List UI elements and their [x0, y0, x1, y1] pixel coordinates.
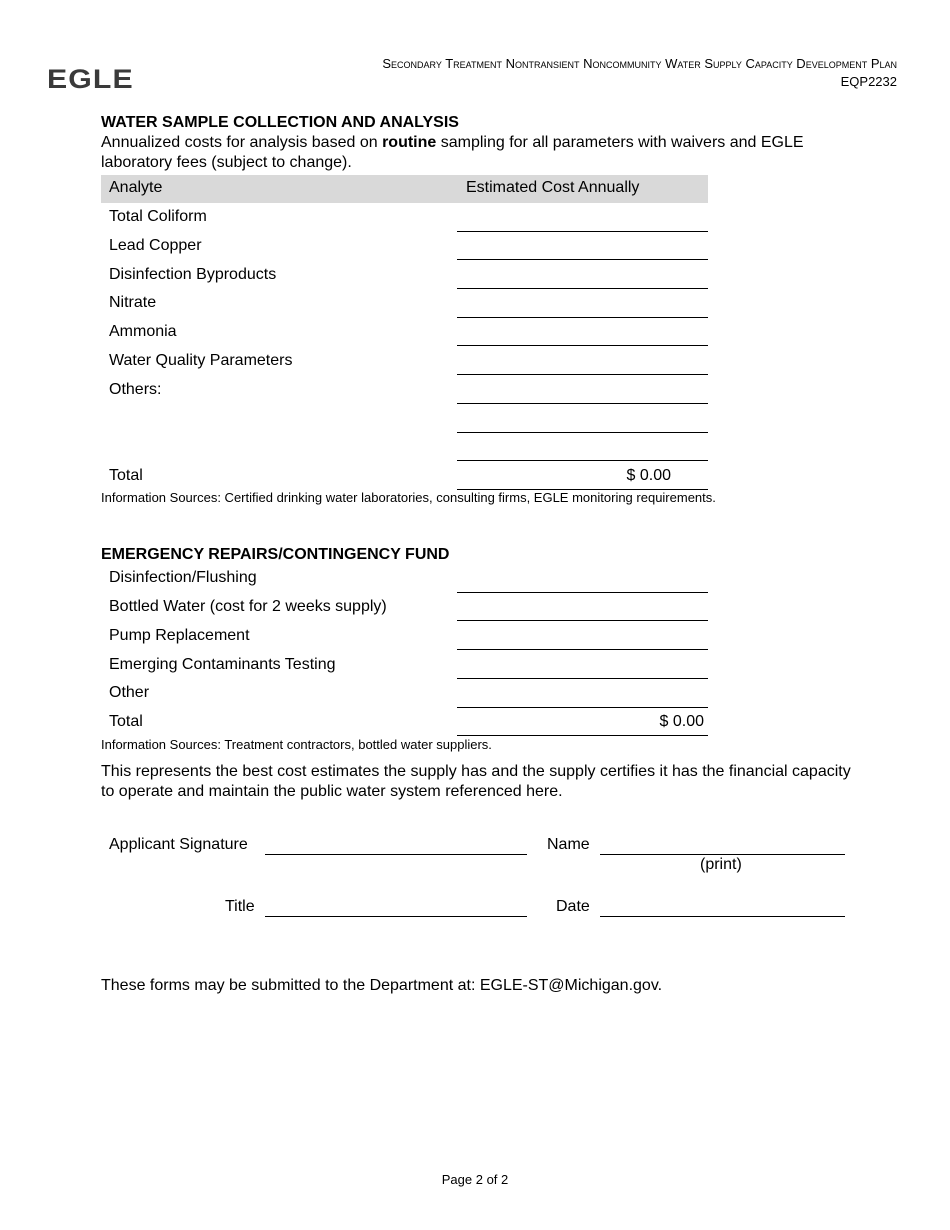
name-field[interactable] — [600, 854, 845, 855]
emergency-label-other: Other — [109, 684, 150, 701]
submission-note: These forms may be submitted to the Department at: EGLE-ST@Michigan.gov. — [101, 977, 663, 994]
emergency-field-disinfection[interactable] — [457, 592, 708, 593]
print-note: (print) — [700, 856, 742, 873]
sampling-sources: Information Sources: Certified drinking water laboratories, consulting firms, EGLE monitoring requirements. — [101, 490, 716, 505]
analyte-label-nitrate: Nitrate — [109, 294, 157, 311]
column-header-analyte: Analyte — [109, 179, 163, 196]
emergency-field-other[interactable] — [457, 707, 708, 708]
sampling-total-value: $ 0.00 — [626, 467, 671, 484]
analyte-label-ammonia: Ammonia — [109, 323, 177, 340]
sampling-heading: WATER SAMPLE COLLECTION AND ANALYSIS — [101, 114, 459, 131]
emergency-label-pump: Pump Replacement — [109, 627, 250, 644]
date-field[interactable] — [600, 916, 845, 917]
cost-field-water-quality[interactable] — [457, 374, 708, 375]
cost-field-others-3[interactable] — [457, 460, 708, 461]
cost-field-disinfection-byproducts[interactable] — [457, 288, 708, 289]
cost-field-nitrate[interactable] — [457, 317, 708, 318]
cost-field-others-2[interactable] — [457, 432, 708, 433]
emergency-total-line — [457, 735, 708, 736]
form-code: EQP2232 — [840, 74, 897, 89]
emergency-field-contaminants[interactable] — [457, 678, 708, 679]
analyte-label-disinfection-byproducts: Disinfection Byproducts — [109, 266, 277, 283]
emergency-label-contaminants: Emerging Contaminants Testing — [109, 656, 336, 673]
sampling-intro: Annualized costs for analysis based on routine sampling for all parameters with waivers and EGLE laboratory fees (subject to change). — [101, 134, 804, 171]
emergency-label-disinfection: Disinfection/Flushing — [109, 569, 257, 586]
analyte-label-water-quality: Water Quality Parameters — [109, 352, 293, 369]
cost-field-others-1[interactable] — [457, 403, 708, 404]
emergency-sources: Information Sources: Treatment contractors, bottled water suppliers. — [101, 737, 492, 752]
title-label: Title — [225, 898, 255, 915]
analyte-label-others: Others: — [109, 381, 162, 398]
date-label: Date — [556, 898, 590, 915]
emergency-label-bottled-water: Bottled Water (cost for 2 weeks supply) — [109, 598, 387, 615]
emergency-total-value: $ 0.00 — [659, 713, 704, 730]
cost-field-total-coliform[interactable] — [457, 231, 708, 232]
column-header-cost: Estimated Cost Annually — [466, 179, 640, 196]
certification-statement: This represents the best cost estimates the supply has and the supply certifies it has the financial capacity to operate and maintain the public water system referenced here. — [101, 763, 851, 800]
name-label: Name — [547, 836, 590, 853]
cost-field-ammonia[interactable] — [457, 345, 708, 346]
page-number: Page 2 of 2 — [441, 1172, 509, 1187]
title-field[interactable] — [265, 916, 527, 917]
emergency-heading: EMERGENCY REPAIRS/CONTINGENCY FUND — [101, 546, 450, 563]
sampling-total-label: Total — [109, 467, 143, 484]
emergency-field-bottled-water[interactable] — [457, 620, 708, 621]
applicant-signature-field[interactable] — [265, 854, 527, 855]
analyte-label-total-coliform: Total Coliform — [109, 208, 207, 225]
emergency-total-label: Total — [109, 713, 143, 730]
analyte-label-lead-copper: Lead Copper — [109, 237, 202, 254]
applicant-signature-label: Applicant Signature — [109, 836, 248, 853]
emergency-field-pump[interactable] — [457, 649, 708, 650]
form-title: Secondary Treatment Nontransient Noncommunity Water Supply Capacity Development Plan — [382, 56, 897, 71]
cost-field-lead-copper[interactable] — [457, 259, 708, 260]
egle-logo: EGLE — [47, 64, 134, 94]
